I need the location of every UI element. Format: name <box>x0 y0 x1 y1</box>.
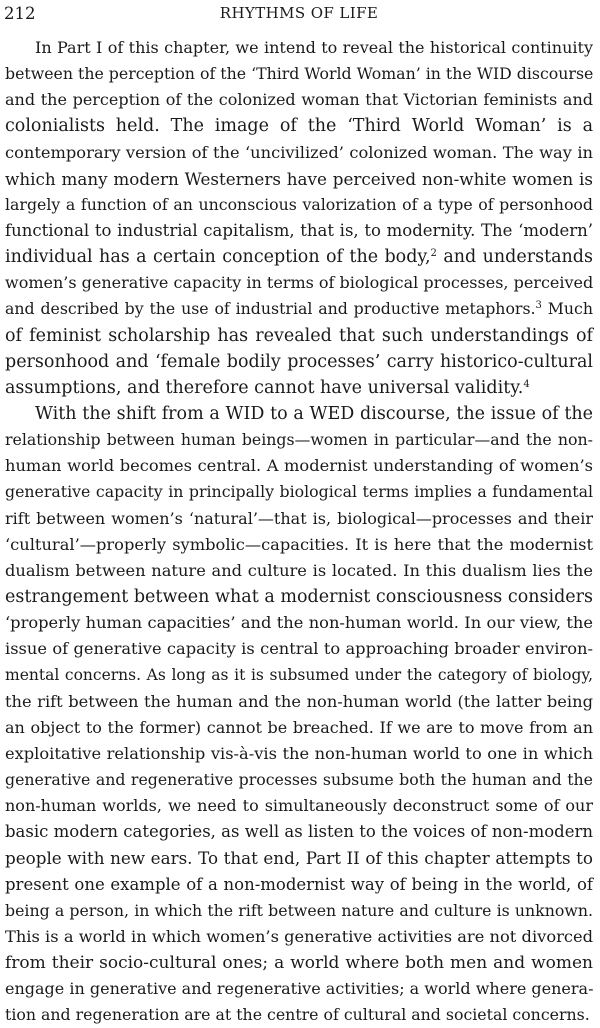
text-line: women’s generative capacity in terms of biological processes, perceived <box>5 273 594 293</box>
text-line: engage in generative and regenerative activities; a world where genera- <box>5 979 594 999</box>
paragraph <box>5 35 593 401</box>
text-line: being a person, in which the rift between nature and culture is unknown. <box>5 900 593 920</box>
text-line: functional to industrial capitalism, that is, to modernity. The ‘modern’ <box>5 220 593 240</box>
footnote-marker[interactable]: 4 <box>523 378 530 390</box>
text-line: relationship between human beings—women in particular—and the non- <box>5 430 593 450</box>
text-line: present one example of a non-modernist way of being in the world, of <box>5 874 593 894</box>
running-title: RHYTHMS OF LIFE <box>219 4 379 22</box>
text-line: issue of generative capacity is central to approaching broader environ- <box>5 639 593 659</box>
text-line: estrangement between what a modernist consciousness considers <box>5 586 593 607</box>
text-line: contemporary version of the ‘uncivilized’ colonized woman. The way in <box>5 142 593 162</box>
text-line: rift between women’s ‘natural’—that is, biological—processes and their <box>5 508 593 528</box>
text-line: individual has a certain conception of the body,$^2$ and understands <box>5 247 593 268</box>
text-line: tion and regeneration are at the centre of cultural and societal concerns. <box>5 1005 590 1025</box>
text-line: This is a world in which women’s generative activities are not divorced <box>5 926 593 946</box>
text-line: exploitative relationship vis-à-vis the non-human world to one in which <box>5 743 593 763</box>
text-line: largely a function of an unconscious valorization of a type of personhood <box>5 194 593 214</box>
text-line: non-human worlds, we need to simultaneously deconstruct some of our <box>5 796 593 816</box>
text-line: generative capacity in principally biological terms implies a fundamental <box>5 482 593 502</box>
text-line: In Part I of this chapter, we intend to reveal the historical continuity <box>35 38 593 57</box>
text-line: between the perception of the ‘Third World Woman’ in the WID discourse <box>5 64 594 84</box>
text-line: which many modern Westerners have perceived non-white women is <box>5 168 593 189</box>
text-line: people with new ears. To that end, Part II of this chapter attempts to <box>5 848 593 869</box>
text-line: assumptions, and therefore cannot have universal validity.$^4$ <box>5 377 530 398</box>
text-line: ‘cultural’—properly symbolic—capacities. It is here that the modernist <box>5 534 593 554</box>
text-line: ‘properly human capacities’ and the non-human world. In our view, the <box>5 613 593 633</box>
footnote-marker[interactable]: 3 <box>535 300 542 312</box>
paragraph <box>5 401 593 1028</box>
text-line: colonialists held. The image of the ‘Third World Woman’ is a <box>5 116 593 137</box>
text-line: and the perception of the colonized woman that Victorian feminists and <box>5 90 593 110</box>
text-line: dualism between nature and culture is located. In this dualism lies the <box>5 560 593 580</box>
text-line: With the shift from a WID to a WED discourse, the issue of the <box>35 403 593 424</box>
page-number: 212 <box>4 4 36 23</box>
text-line: the rift between the human and the non-human world (the latter being <box>5 691 593 711</box>
running-header <box>4 4 594 26</box>
body-text <box>5 35 593 1028</box>
text-line: an object to the former) cannot be breached. If we are to move from an <box>5 717 593 737</box>
text-line: human world becomes central. A modernist understanding of women’s <box>5 456 593 476</box>
text-line: basic modern categories, as well as listen to the voices of non-modern <box>5 822 594 842</box>
text-line: and described by the use of industrial and productive metaphors.$^3$ Much <box>5 299 593 319</box>
footnote-marker[interactable]: 2 <box>430 248 437 260</box>
text-line: mental concerns. As long as it is subsumed under the category of biology, <box>5 666 593 685</box>
text-line: from their socio-cultural ones; a world where both men and women <box>5 952 593 973</box>
text-line: generative and regenerative processes subsume both the human and the <box>5 769 593 789</box>
text-line: of feminist scholarship has revealed that such understandings of <box>5 325 593 346</box>
text-line: personhood and ‘female bodily processes’ carry historico-cultural <box>5 351 593 372</box>
